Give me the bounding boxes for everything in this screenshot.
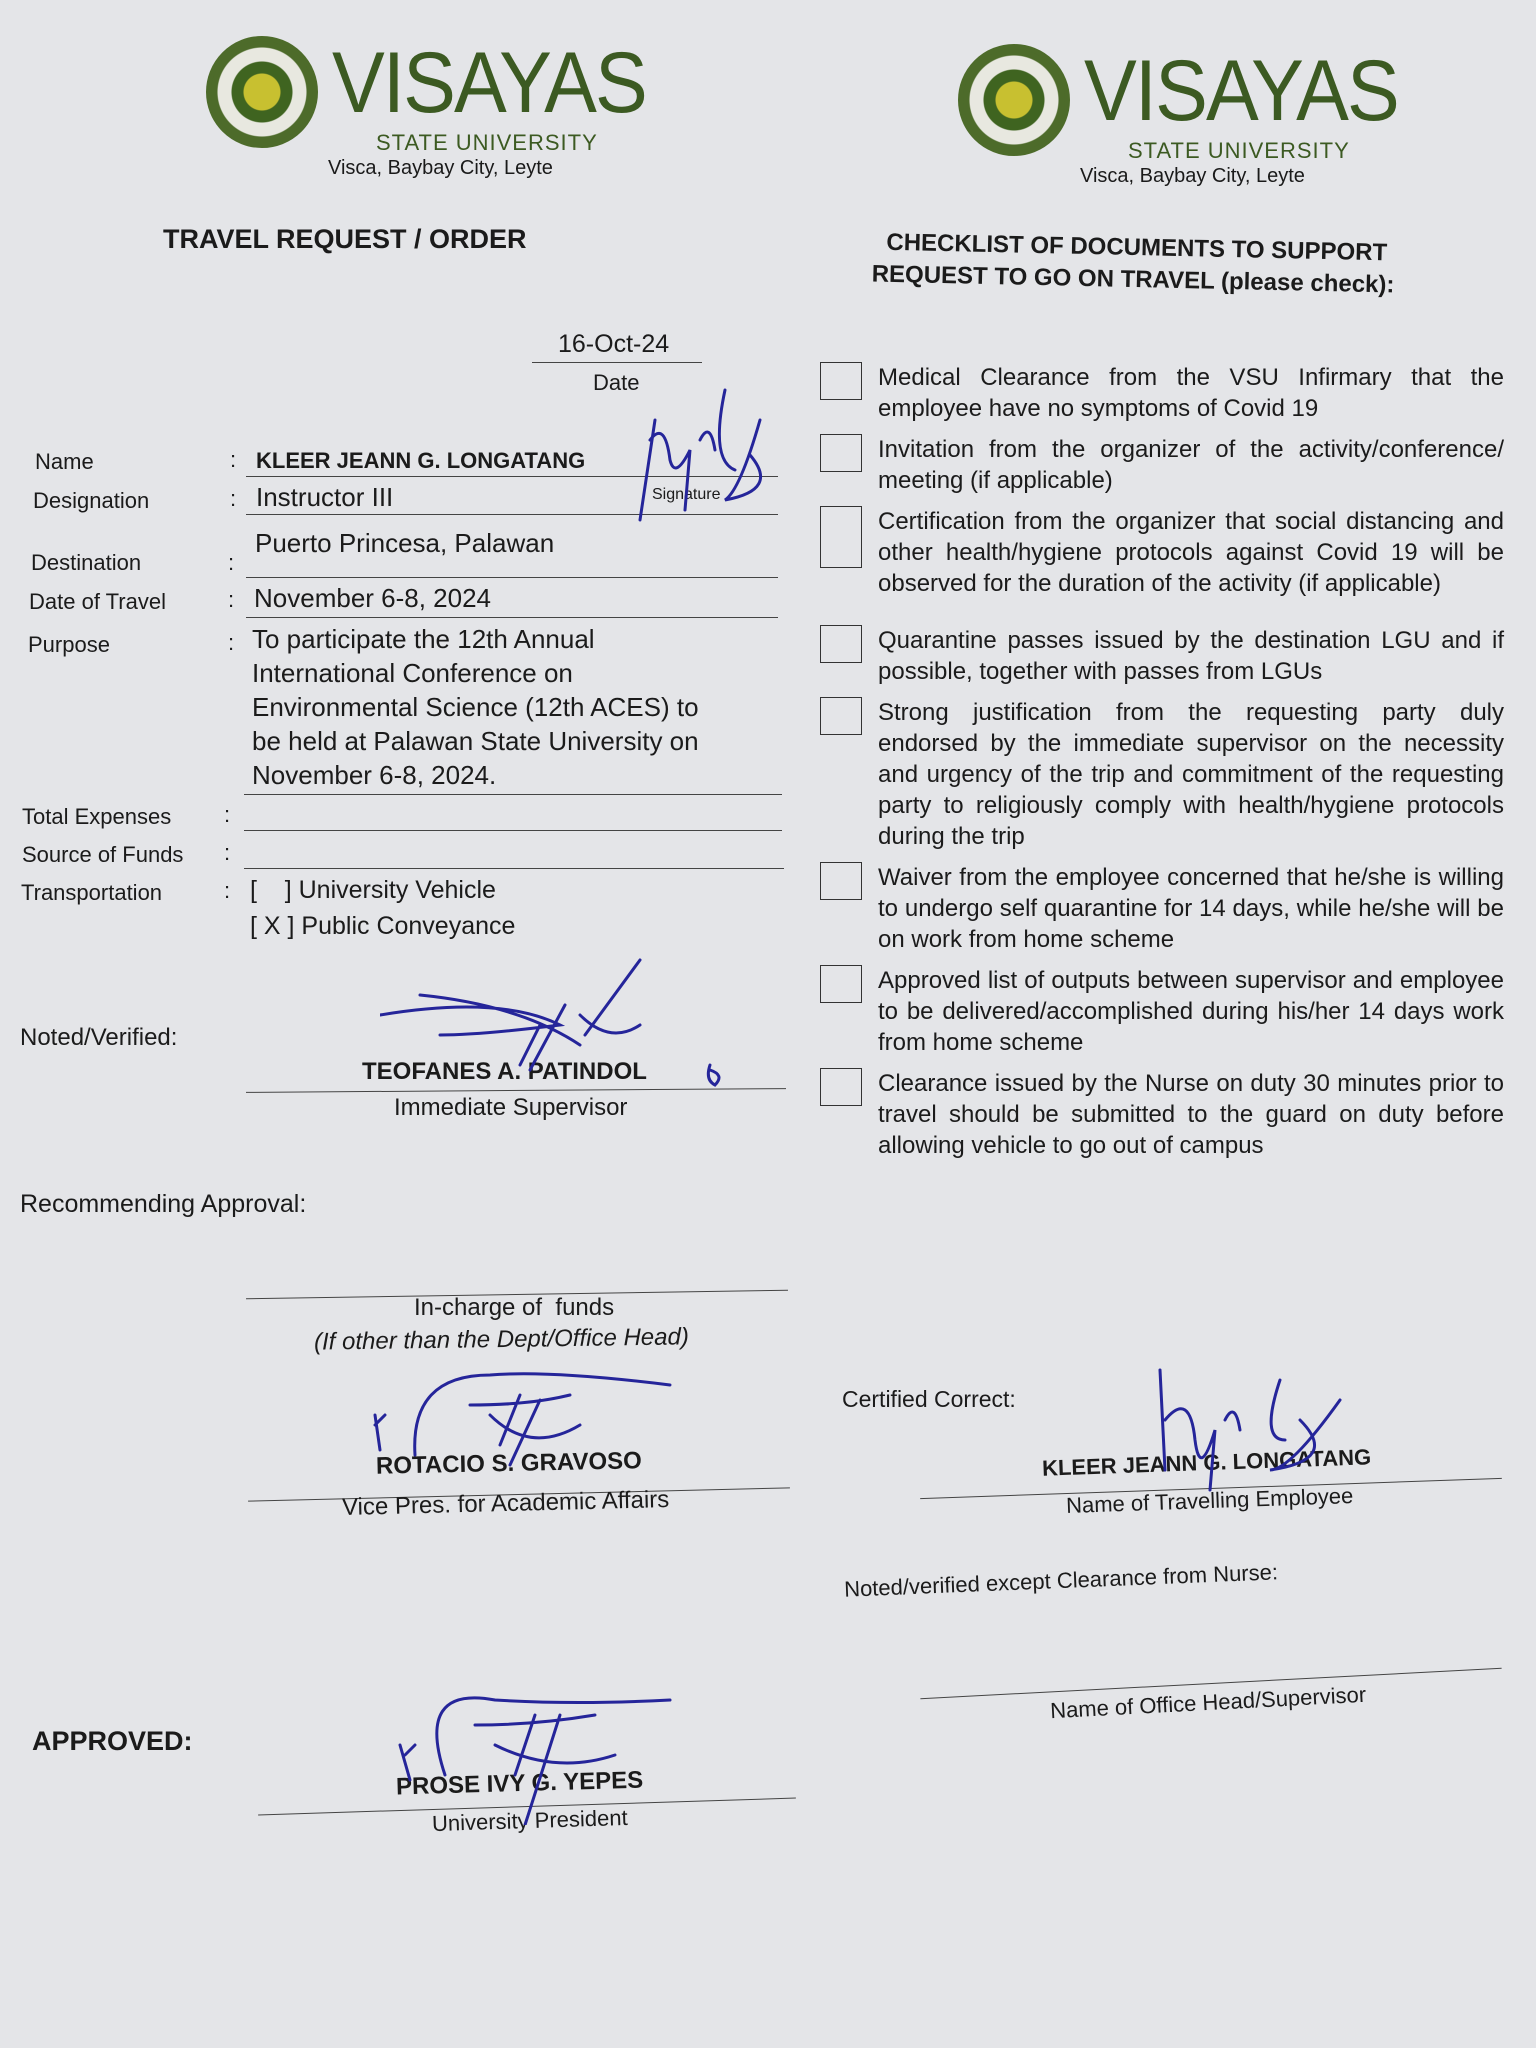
checklist [820, 362, 1504, 1161]
university-address: Visca, Baybay City, Leyte [328, 157, 553, 179]
university-seal-icon [206, 36, 318, 148]
checklist-checkbox[interactable] [820, 506, 862, 568]
colon: : [230, 486, 237, 511]
checklist-item: Quarantine passes issued by the destination LGU and if possible, together with passes from LGUs [878, 627, 1504, 685]
colon: : [230, 447, 237, 472]
colon: : [228, 587, 235, 612]
checklist-checkbox[interactable] [820, 965, 862, 1003]
university-address: Visca, Baybay City, Leyte [1080, 165, 1305, 187]
purpose-line: Environmental Science (12th ACES) to [252, 692, 699, 722]
supervisor-title: Immediate Supervisor [394, 1094, 628, 1121]
total-expenses-label: Total Expenses [22, 804, 172, 829]
signature-label: Signature [652, 486, 721, 503]
checklist-title-line: CHECKLIST OF DOCUMENTS TO SUPPORT [886, 228, 1388, 267]
vp-title: Vice Pres. for Academic Affairs [341, 1486, 670, 1521]
president-name: PROSE IVY G. YEPES [395, 1766, 644, 1801]
checklist-checkbox[interactable] [820, 697, 862, 735]
transportation-label: Transportation [21, 880, 163, 905]
colon: : [228, 630, 235, 655]
date-value: 16-Oct-24 [558, 330, 670, 358]
noted-verified-label: Noted/Verified: [20, 1024, 178, 1051]
colon: : [224, 840, 231, 865]
checklist-checkbox[interactable] [820, 862, 862, 900]
certified-correct-label: Certified Correct: [842, 1386, 1016, 1412]
checklist-item: Clearance issued by the Nurse on duty 30 minutes prior to travel should be submitted to the guard on duty before allowing vehicle to go out of campus [878, 1070, 1504, 1159]
employee-title: Name of Travelling Employee [1065, 1482, 1354, 1519]
university-name: VISAYAS [1084, 43, 1398, 139]
checklist-row [820, 862, 1504, 955]
university-seal-icon [958, 44, 1070, 156]
president-title: University President [431, 1804, 628, 1837]
university-logo-left [206, 36, 673, 180]
designation-label: Designation [33, 488, 150, 513]
approved-label: APPROVED: [32, 1726, 193, 1756]
university-name: VISAYAS [332, 35, 646, 131]
colon: : [224, 802, 231, 827]
purpose-line: be held at Palawan State University on [252, 726, 699, 756]
checklist-title-line: REQUEST TO GO ON TRAVEL (please check): [871, 260, 1395, 299]
checklist-title [871, 227, 1395, 302]
checklist-checkbox[interactable] [820, 625, 862, 663]
in-charge-of-funds-title: In-charge of funds [414, 1294, 615, 1321]
transport-option-university-vehicle: [ ] University Vehicle [250, 876, 496, 904]
name-label: Name [35, 449, 94, 474]
checklist-row [820, 697, 1504, 852]
transport-option-public-conveyance: [ X ] Public Conveyance [250, 912, 516, 940]
checklist-item: Invitation from the organizer of the activity/conference/ meeting (if applicable) [878, 436, 1504, 494]
form-title: TRAVEL REQUEST / ORDER [163, 224, 527, 254]
nurse-clearance-label: Noted/verified except Clearance from Nurse: [843, 1559, 1279, 1602]
colon: : [224, 878, 231, 903]
university-sub: STATE UNIVERSITY [376, 130, 598, 155]
designation-value: Instructor III [256, 482, 394, 512]
checklist-item: Approved list of outputs between supervisor and employee to be delivered/accomplished during his/her 14 days work from home scheme [878, 967, 1504, 1056]
university-sub: STATE UNIVERSITY [1128, 138, 1350, 163]
checklist-checkbox[interactable] [820, 1068, 862, 1106]
checklist-row [820, 625, 1504, 687]
supervisor-name: TEOFANES A. PATINDOL [362, 1058, 647, 1085]
destination-label: Destination [31, 550, 142, 575]
name-value: KLEER JEANN G. LONGATANG [256, 448, 586, 473]
in-charge-note: (If other than the Dept/Office Head) [313, 1323, 690, 1356]
recommending-approval-label: Recommending Approval: [20, 1190, 307, 1218]
checklist-checkbox[interactable] [820, 434, 862, 472]
checklist-row [820, 965, 1504, 1058]
source-of-funds-field [244, 868, 784, 869]
source-of-funds-label: Source of Funds [22, 842, 184, 867]
university-logo-right [958, 44, 1425, 188]
vp-name: ROTACIO S. GRAVOSO [375, 1447, 643, 1480]
purpose-line: International Conference on [252, 658, 573, 688]
checklist-item: Strong justification from the requesting party duly endorsed by the immediate supervisor on the necessity and urgency of the trip and commitment of the requesting party to religiously comply with health/hygiene protocols during the trip [878, 699, 1504, 850]
checklist-row [820, 362, 1504, 424]
checklist-row [820, 434, 1504, 496]
date-label: Date [593, 370, 640, 395]
checklist-row [820, 506, 1504, 599]
employee-name: KLEER JEANN G. LONGATANG [1041, 1444, 1372, 1481]
purpose-line: To participate the 12th Annual [252, 624, 595, 654]
checklist-row [820, 1068, 1504, 1161]
date-of-travel-value: November 6-8, 2024 [254, 583, 492, 613]
checklist-checkbox[interactable] [820, 362, 862, 400]
employee-signature-top [630, 380, 780, 530]
checklist-item: Waiver from the employee concerned that he/she is willing to undergo self quarantine for 14 days, while he/she will be on work from home scheme [878, 864, 1504, 953]
purpose-label: Purpose [28, 632, 110, 657]
date-of-travel-label: Date of Travel [29, 589, 166, 614]
checklist-item: Medical Clearance from the VSU Infirmary that the employee have no symptoms of Covid 19 [878, 364, 1504, 422]
office-head-title: Name of Office Head/Supervisor [1049, 1681, 1367, 1724]
destination-value: Puerto Princesa, Palawan [255, 528, 555, 558]
total-expenses-field [244, 830, 782, 831]
colon: : [228, 550, 235, 575]
checklist-item: Certification from the organizer that social distancing and other health/hygiene protocols against Covid 19 will be observed for the duration of the activity (if applicable) [878, 508, 1504, 597]
purpose-line: November 6-8, 2024. [252, 760, 497, 790]
purpose-value [252, 622, 699, 792]
